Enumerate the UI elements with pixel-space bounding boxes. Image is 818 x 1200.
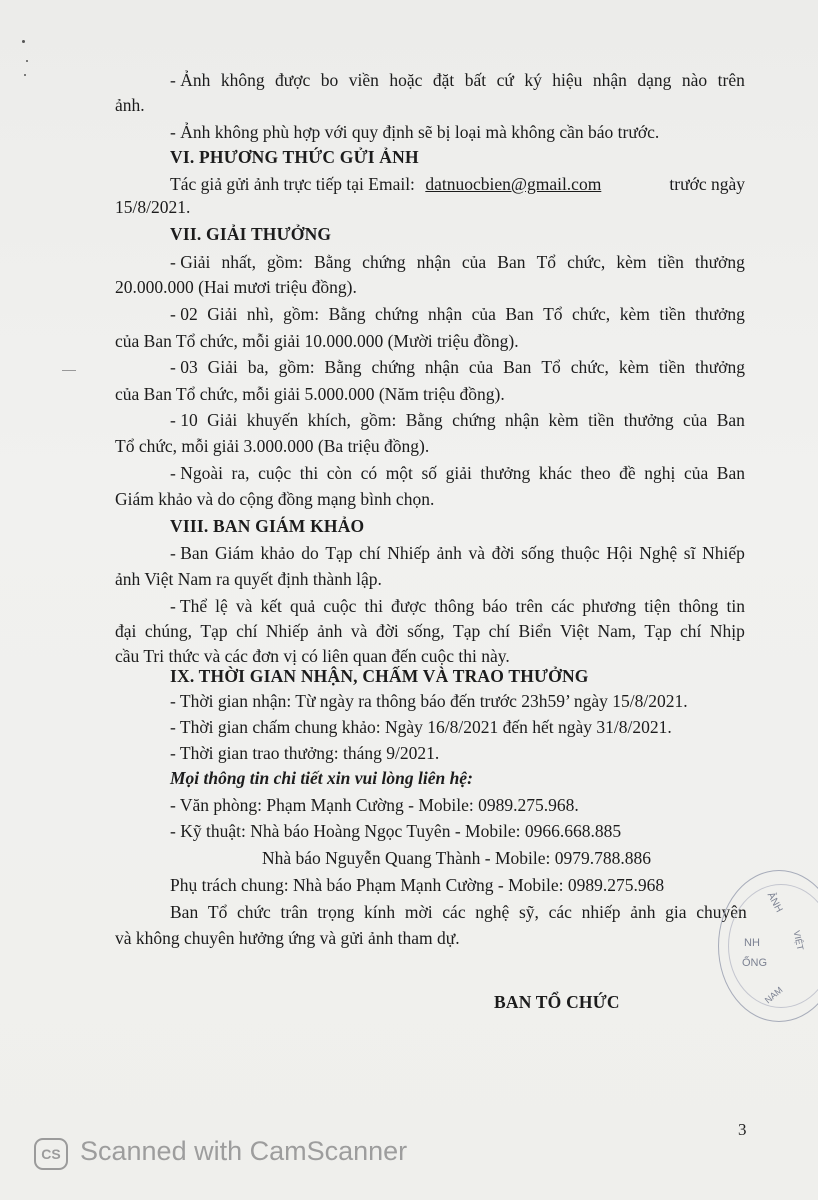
word: chuyên: [696, 902, 747, 922]
word: Bằng: [405, 410, 443, 430]
seal-text: VIỆT: [791, 929, 806, 952]
word: khảo: [260, 543, 295, 563]
word: Tạp: [453, 621, 481, 641]
word: Tổ: [541, 357, 561, 377]
word: chí: [488, 621, 511, 641]
word: Bằng: [324, 357, 362, 377]
word: thông: [678, 596, 719, 616]
word: trên: [717, 70, 745, 90]
word: nào: [681, 70, 708, 90]
word: nhất,: [221, 252, 256, 272]
results-line-3: cầu Tri thức và các đơn vị có liên quan đến cuộc thi này.: [115, 646, 510, 666]
word: Tổ: [543, 304, 563, 324]
word: chức,: [572, 304, 611, 324]
word: thưởng: [695, 357, 745, 377]
word: gồm:: [360, 410, 397, 430]
word: thi: [299, 463, 319, 483]
word: các: [442, 902, 466, 922]
word: thưởng: [694, 252, 745, 272]
word: đề: [619, 463, 636, 483]
word: Tổ: [536, 252, 557, 272]
word: trọng: [317, 902, 355, 922]
word: Nam,: [597, 621, 636, 641]
word: Nhiếp: [387, 543, 430, 563]
contact-tech-2: Nhà báo Nguyễn Quang Thành - Mobile: 0979.788.886: [262, 848, 651, 868]
word: sống: [521, 543, 555, 563]
results-line-1: [170, 595, 745, 617]
word: Nghệ: [639, 543, 678, 563]
invitation-line-2: và không chuyên hưởng ứng và gửi ảnh tham dự.: [115, 928, 460, 948]
word: chí: [359, 543, 381, 563]
word: Tạp: [644, 621, 672, 641]
word: Giải: [207, 304, 238, 324]
word: nhận: [428, 304, 463, 324]
word: Nhịp: [709, 621, 745, 641]
word: - Ảnh: [170, 70, 211, 90]
word: còn: [326, 463, 353, 483]
jury-line-1: [170, 542, 745, 564]
word: Việt: [559, 621, 590, 641]
word: Ban: [497, 252, 526, 272]
seal-text: NAM: [762, 984, 785, 1006]
email-text-after: trước ngày: [669, 174, 745, 194]
word: Tạp: [200, 621, 228, 641]
word: gia: [665, 902, 687, 922]
word: nhận: [416, 252, 451, 272]
word: của: [468, 357, 494, 377]
word: viền: [348, 70, 379, 90]
word: nghị: [644, 463, 676, 483]
word: tin: [726, 596, 745, 616]
invitation-line-1: [170, 901, 747, 923]
word: đời: [375, 621, 399, 641]
prize-first-amount: 20.000.000 (Hai mươi triệu đồng).: [115, 277, 357, 297]
prize-consolation-line: [170, 409, 745, 431]
word: được: [275, 70, 311, 90]
line-1: [170, 69, 745, 91]
word: sống,: [407, 621, 445, 641]
word: - Thể: [170, 596, 208, 616]
seal-text: NH: [744, 937, 760, 949]
word: và: [350, 621, 368, 641]
word: Ban: [503, 357, 532, 377]
word: một: [385, 463, 413, 483]
section-heading-vi: VI. PHƯƠNG THỨC GỬI ẢNH: [170, 147, 419, 167]
word: chứng: [362, 252, 406, 272]
word: do: [301, 543, 319, 563]
prize-other-line: [170, 462, 745, 484]
time-award: - Thời gian trao thưởng: tháng 9/2021.: [170, 743, 440, 763]
page-number: 3: [738, 1120, 747, 1139]
word: khích,: [307, 410, 351, 430]
word: Ban: [170, 902, 199, 922]
word: quả: [289, 596, 316, 616]
word: chí: [236, 621, 258, 641]
line-2: ảnh.: [115, 95, 145, 115]
word: ảnh: [436, 543, 462, 563]
word: tiền: [657, 252, 684, 272]
word: Giải: [207, 357, 238, 377]
word: Tạp: [325, 543, 353, 563]
word: sĩ: [683, 543, 696, 563]
word: - 03: [170, 357, 198, 377]
word: ảnh: [317, 621, 343, 641]
word: ba,: [247, 357, 269, 377]
word: của: [683, 410, 708, 430]
word: của: [461, 252, 487, 272]
word: thuộc: [560, 543, 600, 563]
word: thưởng: [695, 304, 745, 324]
word: Giám: [215, 543, 254, 563]
word: Hội: [606, 543, 633, 563]
word: nhì,: [246, 304, 274, 324]
seal-text: ẢNH: [764, 890, 785, 915]
word: bo: [320, 70, 339, 90]
prize-second-amount: của Ban Tổ chức, mỗi giải 10.000.000 (Mười triệu đồng).: [115, 331, 519, 351]
word: nhiếp: [581, 902, 621, 922]
word: có: [360, 463, 378, 483]
word: thưởng: [623, 410, 674, 430]
word: đại: [115, 621, 137, 641]
word: tiền: [588, 410, 615, 430]
prize-third-line: [170, 356, 745, 378]
word: Ban: [716, 463, 745, 483]
word: bất: [464, 70, 487, 90]
word: được: [391, 596, 427, 616]
word: Nhiếp: [265, 621, 309, 641]
word: kết: [260, 596, 282, 616]
word: kèm: [616, 252, 647, 272]
contact-tech-1: - Kỹ thuật: Nhà báo Hoàng Ngọc Tuyên - Mobile: 0966.668.885: [170, 821, 622, 841]
word: chức: [237, 902, 271, 922]
word: không: [220, 70, 265, 90]
word: Ban: [716, 410, 745, 430]
results-line-2: [115, 620, 745, 642]
word: giải: [445, 463, 472, 483]
word: trên: [515, 596, 543, 616]
prize-third-amount: của Ban Tổ chức, mỗi giải 5.000.000 (Năm triệu đồng).: [115, 384, 505, 404]
time-judging: - Thời gian chấm chung khảo: Ngày 16/8/2021 đến hết ngày 31/8/2021.: [170, 717, 672, 737]
word: tiền: [658, 357, 686, 377]
time-receive: - Thời gian nhận: Từ ngày ra thông báo đến trước 23h59’ ngày 15/8/2021.: [170, 691, 688, 711]
line-email: [170, 173, 745, 195]
word: nhận: [505, 410, 540, 430]
word: kính: [364, 902, 396, 922]
word: mời: [404, 902, 433, 922]
word: cuộc: [323, 596, 357, 616]
word: chức,: [570, 357, 609, 377]
word: khác: [538, 463, 572, 483]
word: Bằng: [328, 304, 366, 324]
line-date: 15/8/2021.: [115, 197, 191, 217]
word: nhận: [592, 70, 627, 90]
section-heading-ix: IX. THỜI GIAN NHẬN, CHẤM VÀ TRAO THƯỞNG: [170, 666, 589, 686]
word: ra,: [231, 463, 250, 483]
word: nghệ: [475, 902, 510, 922]
word: - 10: [170, 410, 198, 430]
word: ký: [524, 70, 542, 90]
word: phương: [582, 596, 637, 616]
word: của: [471, 304, 496, 324]
word: Giải: [207, 410, 238, 430]
word: và: [235, 596, 253, 616]
word: - Giải: [170, 252, 211, 272]
word: gồm:: [278, 357, 315, 377]
word: các: [550, 596, 575, 616]
word: Ban: [505, 304, 534, 324]
contact-heading: Mọi thông tin chi tiết xin vui lòng liên hệ:: [170, 768, 473, 788]
word: chức,: [567, 252, 606, 272]
word: khuyến: [246, 410, 299, 430]
word: đời: [491, 543, 515, 563]
word: kèm: [619, 304, 650, 324]
contact-general: Phụ trách chung: Nhà báo Phạm Mạnh Cường - Mobile: 0989.275.968: [170, 875, 665, 895]
contact-office: - Văn phòng: Phạm Mạnh Cường - Mobile: 0989.275.968.: [170, 795, 579, 815]
word: Bằng: [314, 252, 352, 272]
word: báo: [482, 596, 508, 616]
word: - Ban: [170, 543, 209, 563]
word: - 02: [170, 304, 198, 324]
word: chứng: [371, 357, 415, 377]
word: Nhiếp: [702, 543, 745, 563]
word: theo: [580, 463, 611, 483]
word: đặt: [432, 70, 455, 90]
word: gồm:: [283, 304, 320, 324]
word: kèm: [548, 410, 579, 430]
prize-first-line: [170, 251, 745, 273]
word: chí: [680, 621, 702, 641]
prize-consolation-amount: Tổ chức, mỗi giải 3.000.000 (Ba triệu đồng).: [115, 436, 430, 456]
word: dạng: [637, 70, 672, 90]
signature-organizer: BAN TỔ CHỨC: [494, 992, 620, 1012]
word: hiệu: [552, 70, 583, 90]
word: thông: [434, 596, 475, 616]
camscanner-watermark: Scanned with CamScanner: [80, 1136, 408, 1166]
jury-line-2: ảnh Việt Nam ra quyết định thành lập.: [115, 569, 382, 589]
word: sỹ,: [519, 902, 539, 922]
word: thi: [364, 596, 383, 616]
email-link[interactable]: datnuocbien@gmail.com: [425, 174, 602, 194]
word: tiền: [659, 304, 686, 324]
word: cứ: [496, 70, 514, 90]
word: gồm:: [267, 252, 304, 272]
word: trân: [280, 902, 308, 922]
word: ảnh: [630, 902, 656, 922]
seal-text: ỐNG: [742, 957, 768, 969]
word: chứng: [375, 304, 419, 324]
word: thưởng: [480, 463, 531, 483]
word: lệ: [215, 596, 228, 616]
word: của: [683, 463, 709, 483]
word: chứng: [452, 410, 496, 430]
email-text-before: Tác giả gửi ảnh trực tiếp tại Email:: [170, 174, 415, 194]
word: kèm: [618, 357, 649, 377]
word: và: [468, 543, 486, 563]
word: cuộc: [258, 463, 292, 483]
section-heading-vii: VII. GIẢI THƯỞNG: [170, 224, 332, 244]
word: hoặc: [389, 70, 423, 90]
word: chúng,: [144, 621, 192, 641]
section-heading-viii: VIII. BAN GIÁM KHẢO: [170, 516, 365, 536]
camscanner-logo-icon: CS: [34, 1138, 68, 1170]
word: tiện: [644, 596, 671, 616]
line-3: - Ảnh không phù hợp với quy định sẽ bị loại mà không cần báo trước.: [170, 122, 660, 142]
word: - Ngoài: [170, 463, 223, 483]
word: Biển: [518, 621, 552, 641]
word: số: [421, 463, 438, 483]
word: Tổ: [207, 902, 228, 922]
prize-second-line: [170, 303, 745, 325]
word: nhận: [424, 357, 459, 377]
word: các: [548, 902, 572, 922]
prize-other-cont: Giám khảo và do cộng đồng mạng bình chọn.: [115, 489, 435, 509]
